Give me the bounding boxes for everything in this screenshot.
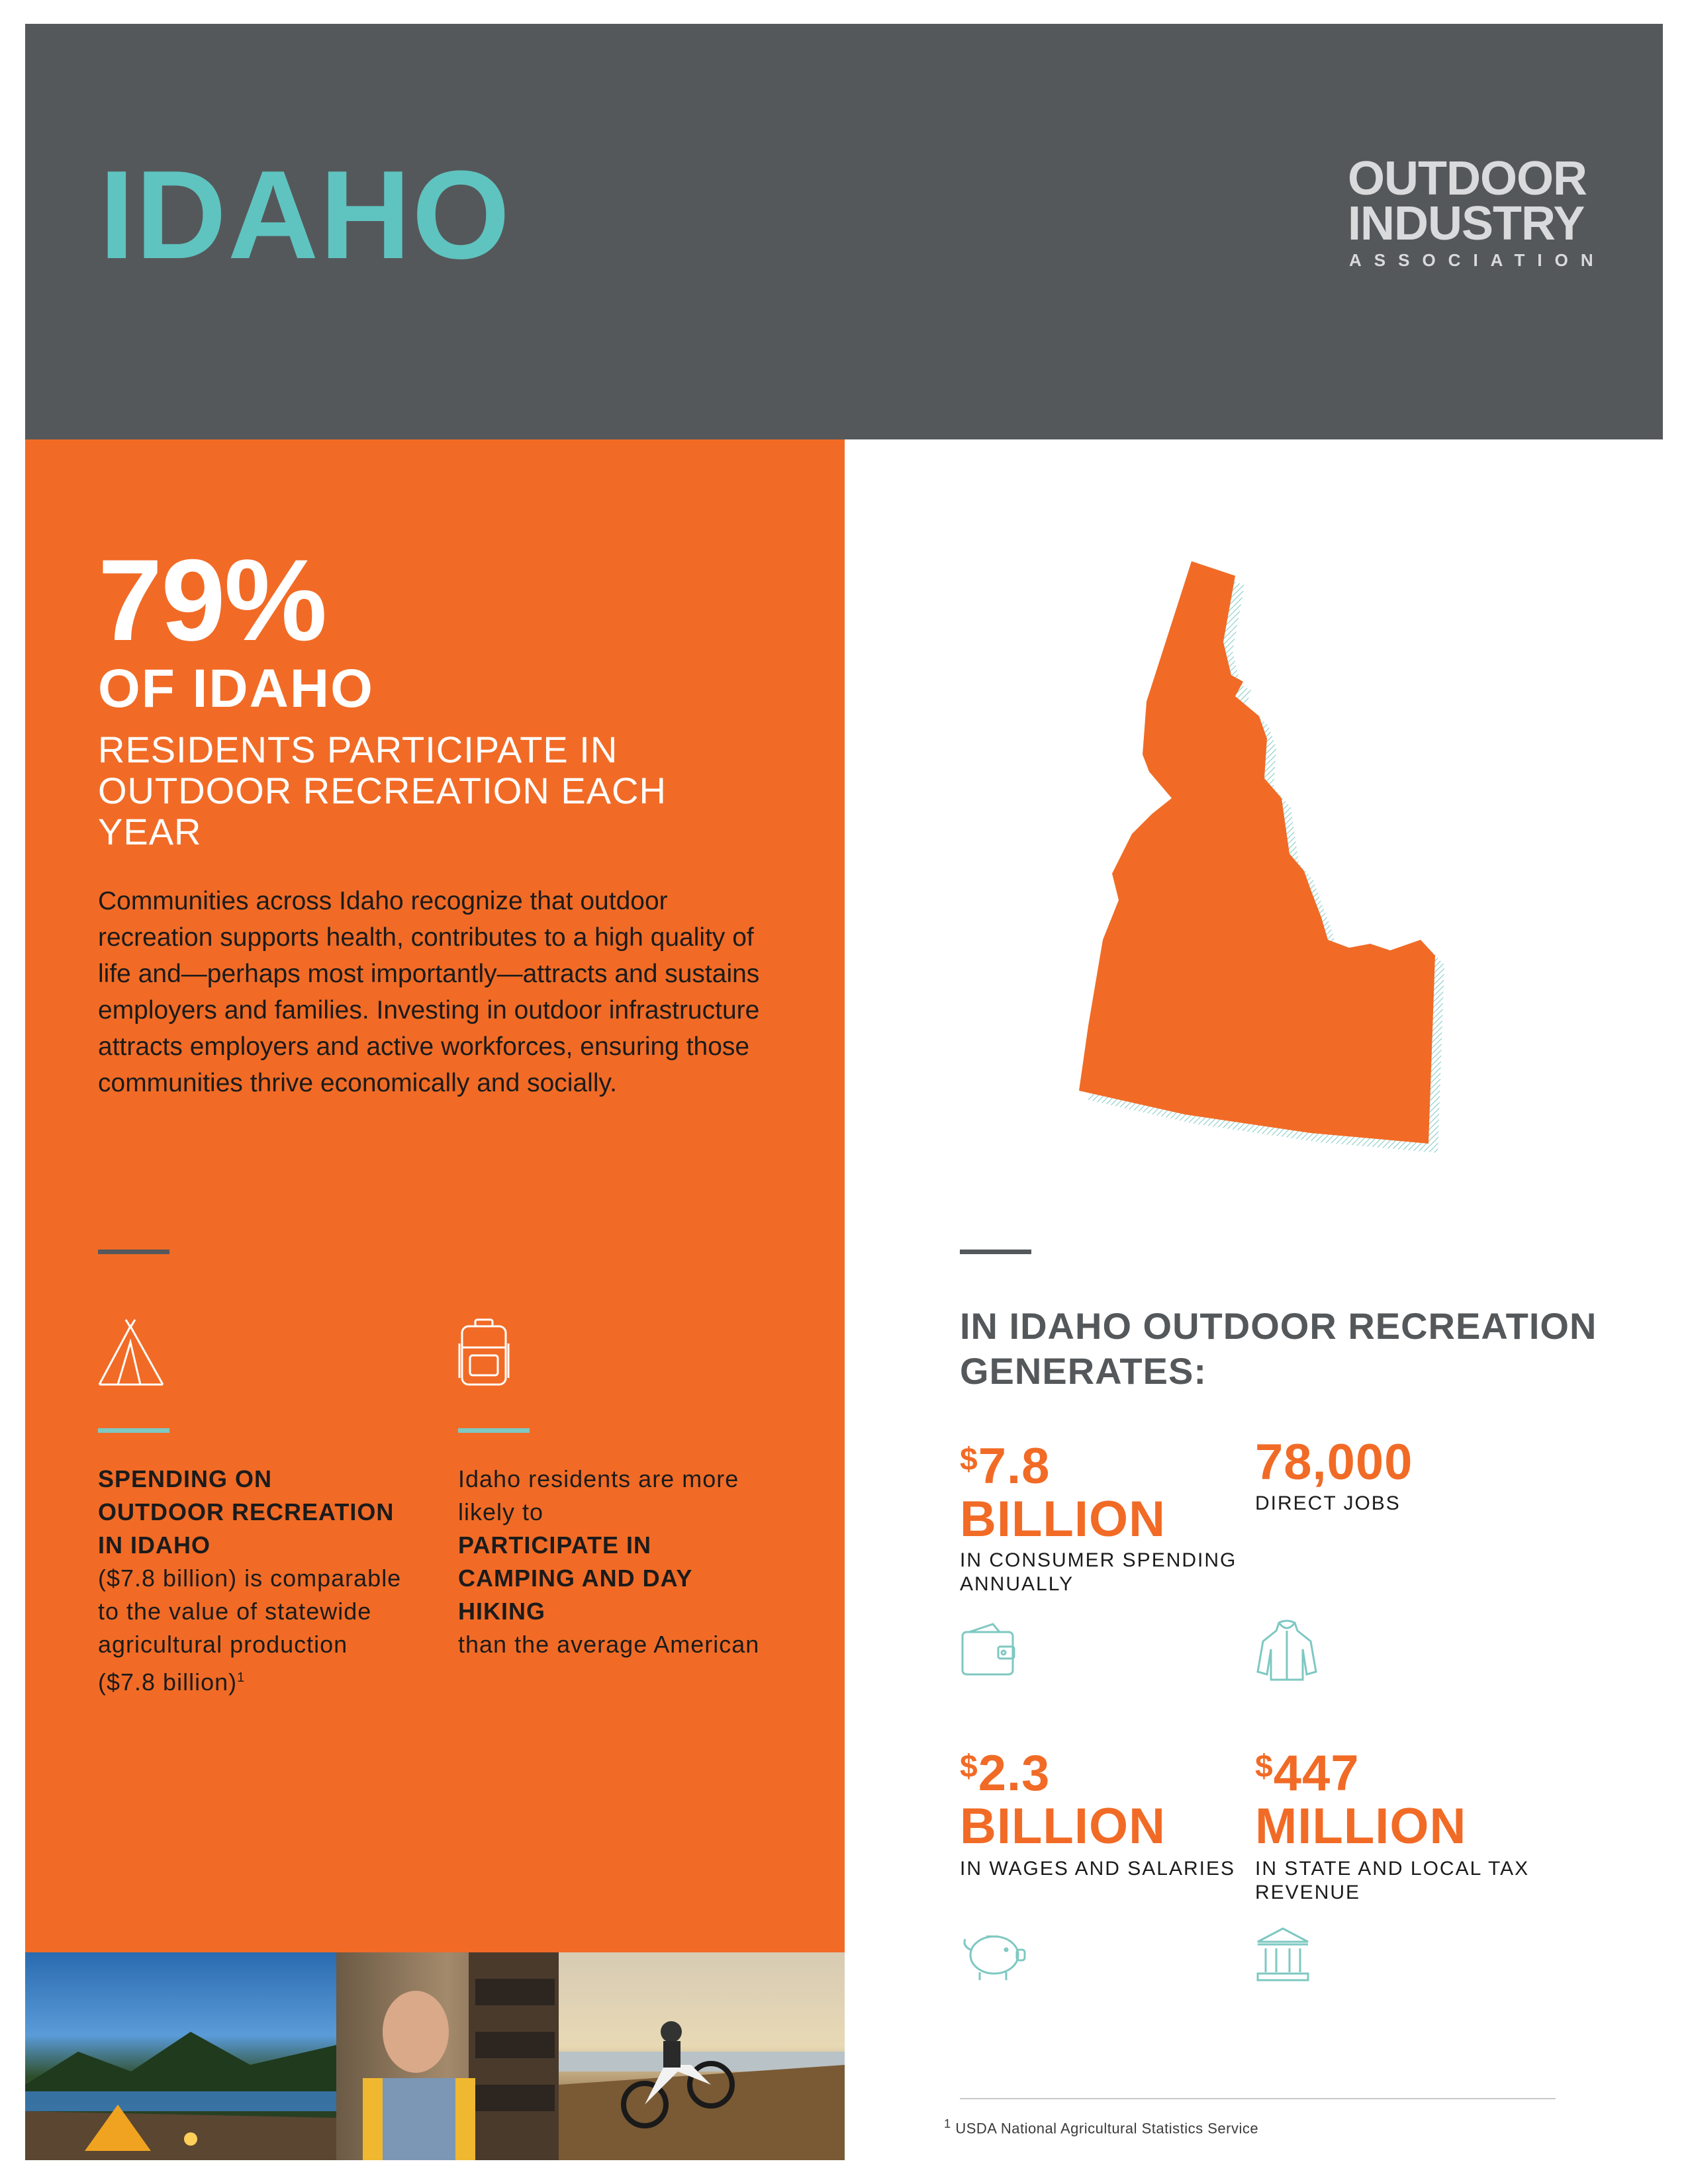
fact-spending-text: ($7.8 billion) is comparable to the value of statewide agricultural production ($7.8 billion): [98, 1565, 402, 1696]
fact-spending: [98, 1463, 402, 1699]
piggy-bank-icon: [960, 1926, 1029, 1983]
jacket-icon: [1255, 1619, 1319, 1682]
divider-right: [960, 1250, 1031, 1254]
wallet-icon: [960, 1621, 1017, 1678]
currency-symbol: $: [960, 1442, 978, 1477]
currency-symbol: $: [1255, 1749, 1274, 1784]
photo-camping-lake: [25, 1952, 336, 2160]
stats-heading: IN IDAHO OUTDOOR RECREATION GENERATES:: [960, 1305, 1597, 1392]
oia-logo: [1337, 152, 1606, 271]
stat-jobs-desc: DIRECT JOBS: [1255, 1492, 1401, 1514]
participation-percent: 79%: [98, 536, 326, 665]
stat-consumer-spending-value: [960, 1440, 1166, 1546]
fact-spending-bold: SPENDING ON OUTDOOR RECREATION IN IDAHO: [98, 1465, 395, 1559]
bank-building-icon: [1255, 1926, 1311, 1983]
footnote-rule: [960, 2098, 1556, 2099]
stat-jobs-value: 78,000: [1255, 1434, 1413, 1490]
footnote-text: USDA National Agricultural Statistics Service: [955, 2120, 1259, 2137]
divider-left: [98, 1250, 169, 1254]
stat-number: 2.3: [978, 1745, 1051, 1801]
stat-consumer-spending-desc: IN CONSUMER SPENDING ANNUALLY: [960, 1549, 1237, 1595]
logo-line-association: ASSOCIATION: [1349, 250, 1606, 270]
fact-participate-pre: Idaho residents are more likely to: [458, 1465, 739, 1525]
stat-wages-desc: IN WAGES AND SALARIES: [960, 1858, 1235, 1880]
footnote-mark: 1: [237, 1670, 246, 1685]
tent-icon: [97, 1317, 165, 1387]
currency-symbol: $: [960, 1749, 978, 1784]
stat-tax-value: [1255, 1747, 1466, 1853]
footnote: [944, 2116, 1258, 2137]
logo-line-outdoor: OUTDOOR: [1348, 152, 1587, 205]
teal-divider-participate: [458, 1428, 530, 1433]
stat-unit: MILLION: [1255, 1798, 1467, 1854]
stat-unit: BILLION: [960, 1798, 1166, 1854]
fact-participate-bold: PARTICIPATE IN CAMPING AND DAY HIKING: [458, 1531, 692, 1625]
fact-participate-post: than the average American: [458, 1631, 760, 1658]
footnote-number: 1: [944, 2116, 951, 2130]
of-state-label: OF IDAHO: [98, 659, 374, 719]
stat-wages-value: [960, 1747, 1166, 1853]
intro-paragraph: Communities across Idaho recognize that outdoor recreation supports health, contributes to a high quality of life and—perhaps most importantly—attracts and sustains employers and families. Investing in outdoor infrastructure attracts employers and active workforces, ensuring those communities thrive economically and socially.: [98, 887, 760, 1097]
backpack-icon: [457, 1317, 511, 1387]
stat-unit: BILLION: [960, 1491, 1166, 1547]
page-title: IDAHO: [99, 145, 512, 285]
teal-divider-spending: [98, 1428, 169, 1433]
headline-subtitle: RESIDENTS PARTICIPATE IN OUTDOOR RECREATION EACH YEAR: [98, 729, 667, 852]
stat-number: 447: [1273, 1745, 1360, 1801]
photo-dirt-bike: [559, 1952, 845, 2160]
idaho-state-map: [1059, 543, 1456, 1178]
photo-shoe-shopper: [336, 1952, 559, 2160]
stat-number: 7.8: [978, 1438, 1051, 1494]
fact-participate: [458, 1463, 763, 1661]
stat-tax-desc: IN STATE AND LOCAL TAX REVENUE: [1255, 1858, 1530, 1903]
logo-line-industry: INDUSTRY: [1348, 197, 1585, 250]
